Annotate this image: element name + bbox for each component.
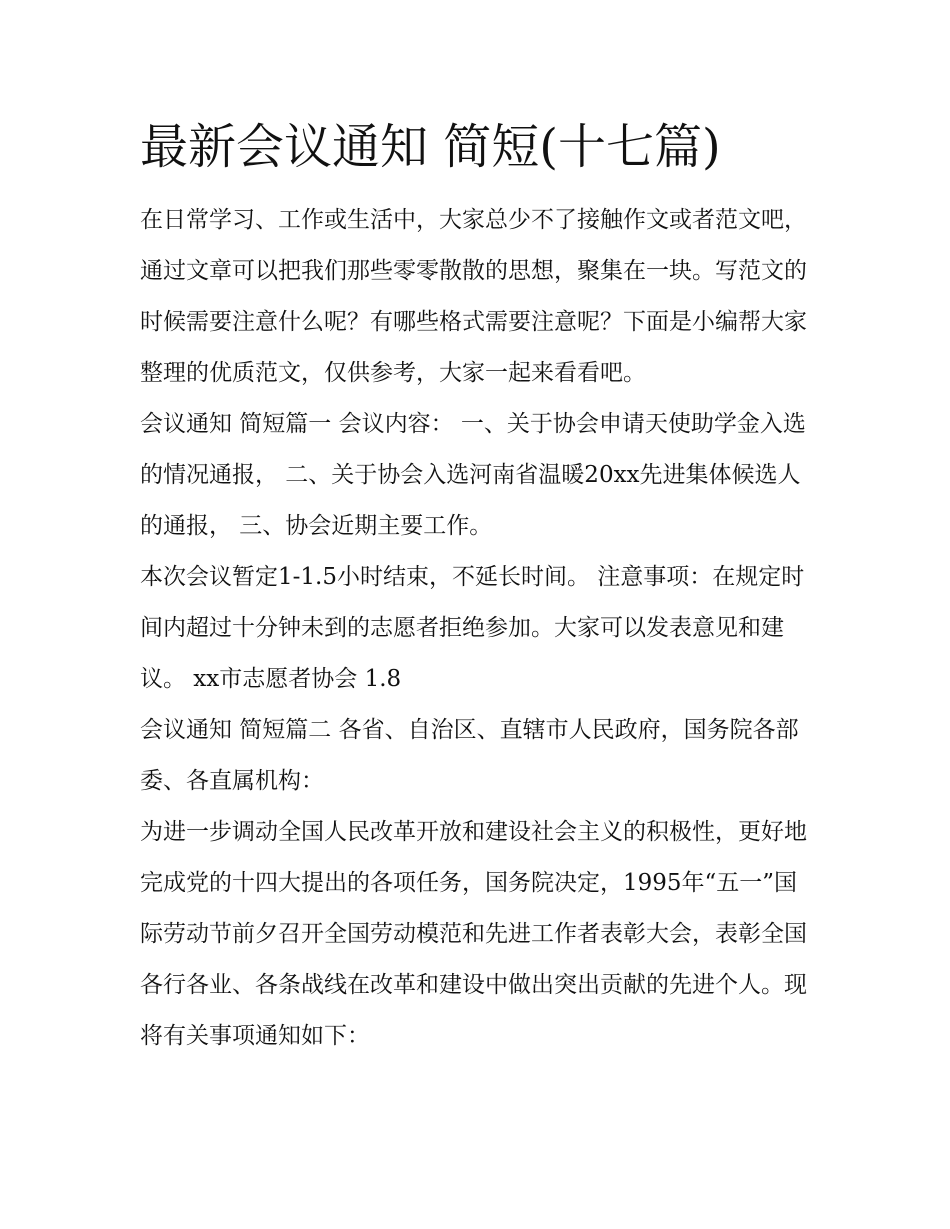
paragraph-notice-two-body: 为进一步调动全国人民改革开放和建设社会主义的积极性，更好地完成党的十四大提出的各项任务，国务院决定，1995年“五一”国际劳动节前夕召开全国劳动模范和先进工作者表彰大会，表彰全国各行各业、各条战线在改革和建设中做出突出贡献的先进个人。现将有关事项通知如下：: [140, 819, 807, 1049]
paragraph-notice-one-content: 会议通知 简短篇一 会议内容： 一、关于协会申请天使助学金入选的情况通报， 二、关于协会入选河南省温暖20xx先进集体候选人的通报， 三、协会近期主要工作。: [140, 411, 806, 539]
paragraph-notice-one-details: 本次会议暂定1-1.5小时结束，不延长时间。 注意事项：在规定时间内超过十分钟未到的志愿者拒绝参加。大家可以发表意见和建议。 xx市志愿者协会 1.8: [140, 564, 805, 692]
page-title: 最新会议通知 简短(十七篇): [140, 119, 721, 175]
paragraph-notice-two-header: 会议通知 简短篇二 各省、自治区、直辖市人民政府，国务院各部委、各直属机构：: [140, 717, 799, 794]
paragraph-intro: 在日常学习、工作或生活中，大家总少不了接触作文或者范文吧，通过文章可以把我们那些零零散散的思想，聚集在一块。写范文的时候需要注意什么呢？有哪些格式需要注意呢？下面是小编帮大家整理的优质范文，仅供参考，大家一起来看看吧。: [140, 207, 807, 386]
document-body: [140, 195, 820, 1062]
